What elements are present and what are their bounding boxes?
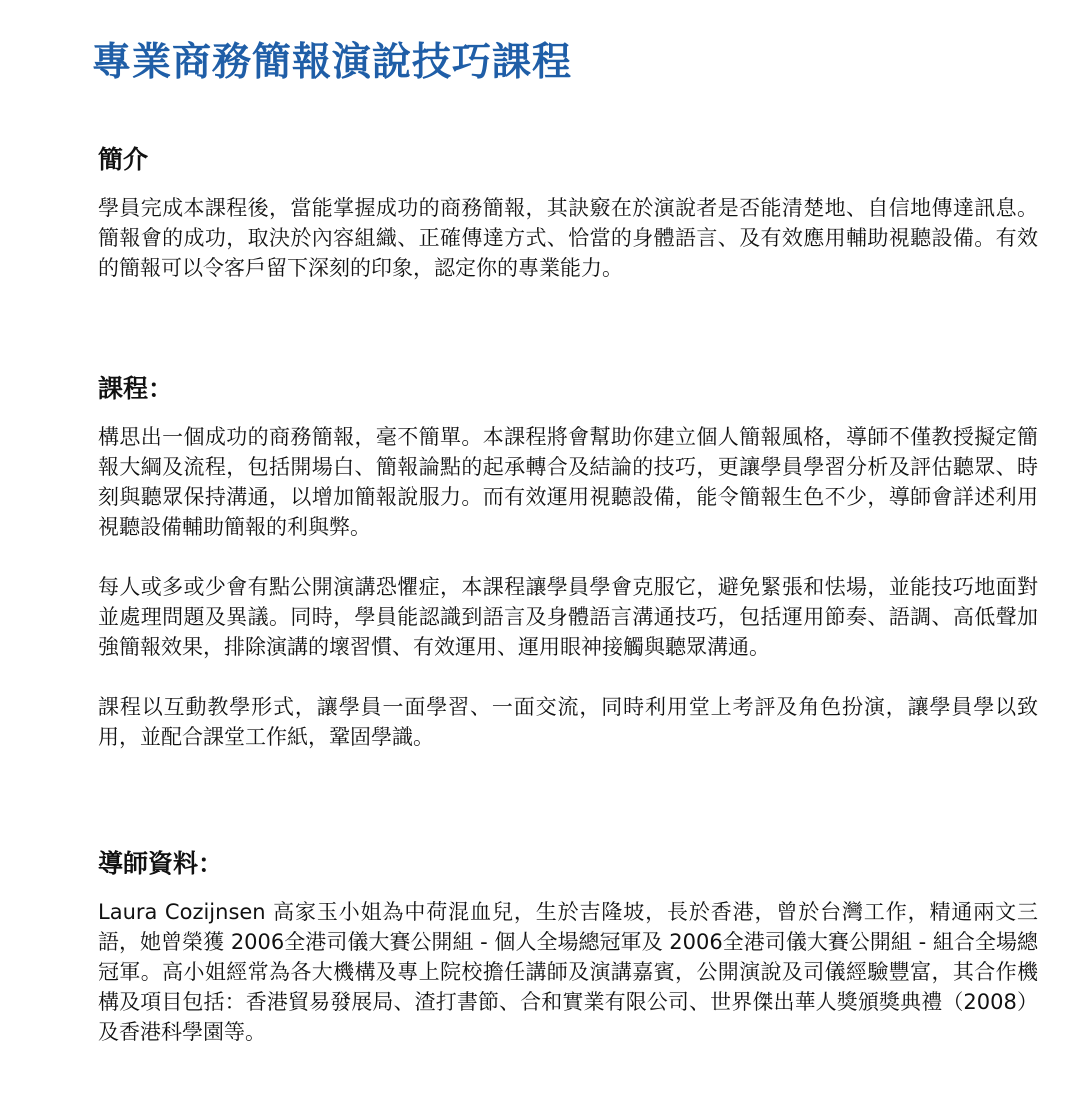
course-section bbox=[98, 372, 1038, 752]
tutor-heading: 導師資料： bbox=[98, 849, 224, 878]
intro-paragraph: 學員完成本課程後，當能掌握成功的商務簡報，其訣竅在於演說者是否能清楚地、自信地傳達訊息。簡報會的成功，取決於內容組織、正確傳達方式、恰當的身體語言、及有效應用輔助視聽設備。有效的簡報可以令客戶留下深刻的印象，認定你的專業能力。 bbox=[98, 196, 1038, 280]
intro-section bbox=[98, 143, 1038, 283]
document-title: 專業商務簡報演說技巧課程 bbox=[92, 39, 573, 85]
tutor-paragraph: Laura Cozijnsen 高家玉小姐為中荷混血兒，生於吉隆坡，長於香港，曾於台灣工作，精通兩文三語，她曾榮獲 2006全港司儀大賽公開組 - 個人全場總冠軍及 2006全港司儀大賽公開組 - 組合全場總冠軍。高小姐經常為各大機構及專上院校擔任講師及演講嘉賓，公開演說及司儀經驗豐富，其合作機構及項目包括：香港貿易發展局、渣打書節、合和實業有限公司、世界傑出華人獎頒獎典禮（2008）及香港科學園等。 bbox=[98, 900, 1038, 1044]
course-paragraph-3: 課程以互動教學形式，讓學員一面學習、一面交流，同時利用堂上考評及角色扮演，讓學員學以致用，並配合課堂工作紙，鞏固學識。 bbox=[98, 695, 1038, 749]
tutor-section bbox=[98, 847, 1038, 1047]
intro-heading: 簡介 bbox=[98, 145, 149, 174]
course-heading: 課程： bbox=[98, 374, 174, 403]
course-paragraph-2: 每人或多或少會有點公開演講恐懼症，本課程讓學員學會克服它，避免緊張和怯場，並能技巧地面對並處理問題及異議。同時，學員能認識到語言及身體語言溝通技巧，包括運用節奏、語調、高低聲加強簡報效果，排除演講的壞習慣、有效運用、運用眼神接觸與聽眾溝通。 bbox=[98, 575, 1038, 659]
course-paragraph-1: 構思出一個成功的商務簡報，毫不簡單。本課程將會幫助你建立個人簡報風格，導師不僅教授擬定簡報大綱及流程，包括開場白、簡報論點的起承轉合及結論的技巧，更讓學員學習分析及評估聽眾、時刻與聽眾保持溝通，以增加簡報說服力。而有效運用視聽設備，能令簡報生色不少，導師會詳述利用視聽設備輔助簡報的利與弊。 bbox=[98, 425, 1038, 539]
